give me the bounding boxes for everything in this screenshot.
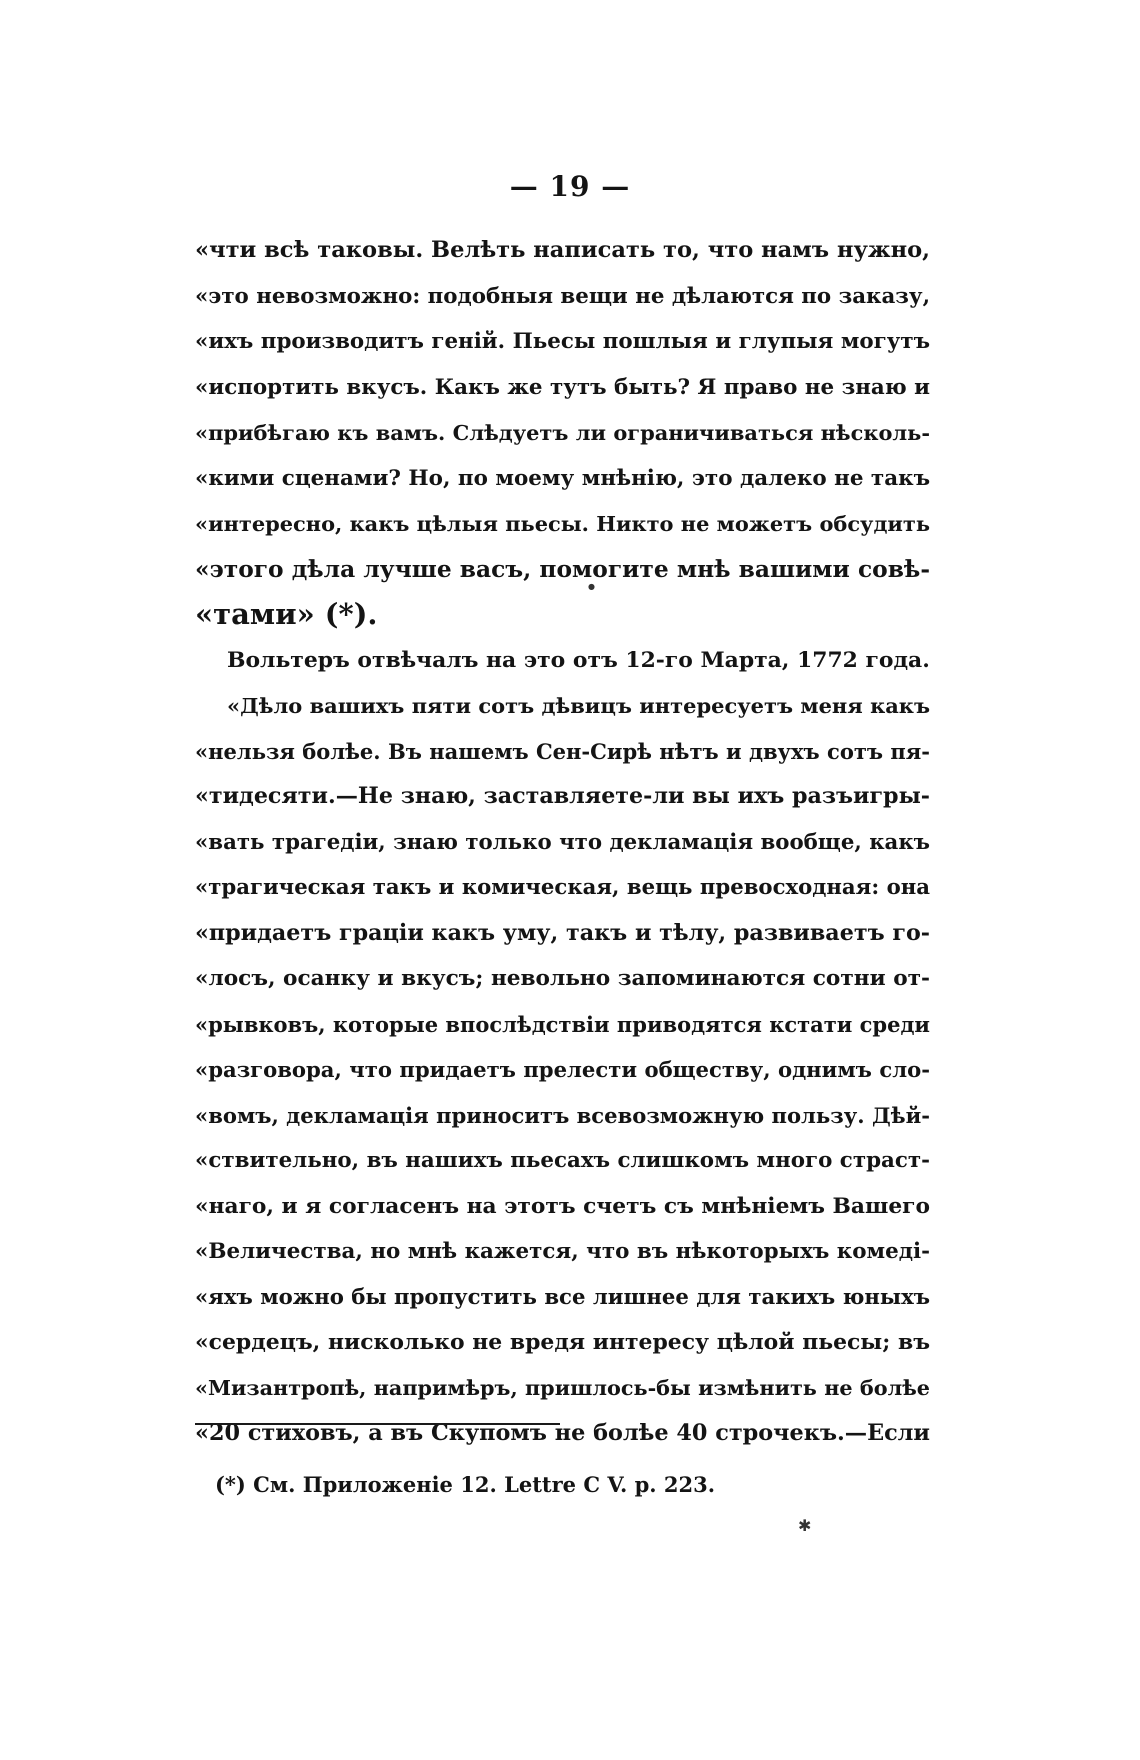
text-line: «яхъ можно бы пропустить все лишнее для такихъ юныхъ bbox=[195, 1284, 930, 1310]
text-line: «Мизантропѣ, напримѣръ, пришлось-бы измѣнить не болѣе bbox=[195, 1375, 930, 1400]
text-line: «рывковъ, которые впослѣдствіи приводятся кстати среди bbox=[195, 1011, 930, 1037]
text-line: «тами» (*). bbox=[195, 597, 378, 631]
dot-speck-icon: ● bbox=[588, 582, 595, 591]
text-line: «интересно, какъ цѣлыя пьесы. Никто не можетъ обсудить bbox=[195, 511, 930, 536]
text-line: «нельзя болѣе. Въ нашемъ Сен-Сирѣ нѣтъ и двухъ сотъ пя- bbox=[195, 738, 930, 764]
text-line: «чти всѣ таковы. Велѣть написать то, что намъ нужно, bbox=[195, 237, 930, 263]
asterisk-speck-icon: ✱ bbox=[798, 1516, 812, 1535]
text-line: «Величества, но мнѣ кажется, что въ нѣкоторыхъ комеді- bbox=[195, 1239, 930, 1264]
footnote-divider bbox=[195, 1423, 560, 1425]
text-line: Вольтеръ отвѣчалъ на это отъ 12-го Марта, 1772 года. bbox=[227, 646, 930, 673]
page-number: — 19 — bbox=[509, 170, 631, 203]
text-line: «этого дѣла лучше васъ, помогите мнѣ вашими совѣ- bbox=[195, 555, 930, 583]
text-line: «наго, и я согласенъ на этотъ счетъ съ мнѣніемъ Вашего bbox=[195, 1193, 930, 1219]
footnote: (*) См. Приложеніе 12. Lettre C V. p. 223. bbox=[215, 1472, 716, 1497]
text-line: «трагическая такъ и комическая, вещь превосходная: она bbox=[195, 875, 930, 900]
text-line: «20 стиховъ, а въ Скупомъ не болѣе 40 строчекъ.—Если bbox=[195, 1420, 930, 1446]
text-line: «ихъ производитъ геній. Пьесы пошлыя и глупыя могутъ bbox=[195, 329, 930, 354]
body-text bbox=[195, 228, 930, 1457]
text-line: «кими сценами? Но, по моему мнѣнію, это далеко не такъ bbox=[195, 465, 930, 491]
text-line: «испортить вкусъ. Какъ же тутъ быть? Я право не знаю и bbox=[195, 374, 930, 400]
text-line: «лосъ, осанку и вкусъ; невольно запоминаются сотни от- bbox=[195, 966, 930, 991]
text-line: «вомъ, декламація приноситъ всевозможную пользу. Дѣй- bbox=[195, 1102, 930, 1128]
text-line: «разговора, что придаетъ прелести обществу, однимъ сло- bbox=[195, 1057, 930, 1082]
text-line: «это невозможно: подобныя вещи не дѣлаются по заказу, bbox=[195, 283, 930, 309]
text-line: «придаетъ граціи какъ уму, такъ и тѣлу, развиваетъ го- bbox=[195, 919, 930, 946]
text-line: «тидесяти.—Не знаю, заставляете-ли вы ихъ разъигры- bbox=[195, 783, 930, 809]
text-line: «ствительно, въ нашихъ пьесахъ слишкомъ много страст- bbox=[195, 1148, 930, 1173]
text-line: «сердецъ, нисколько не вредя интересу цѣлой пьесы; въ bbox=[195, 1329, 930, 1355]
text-line: «Дѣло вашихъ пяти сотъ дѣвицъ интересуетъ меня какъ bbox=[227, 693, 930, 718]
text-line: «вать трагедіи, знаю только что декламація вообще, какъ bbox=[195, 829, 930, 855]
text-line: «прибѣгаю къ вамъ. Слѣдуетъ ли ограничиваться нѣсколь- bbox=[195, 420, 930, 445]
